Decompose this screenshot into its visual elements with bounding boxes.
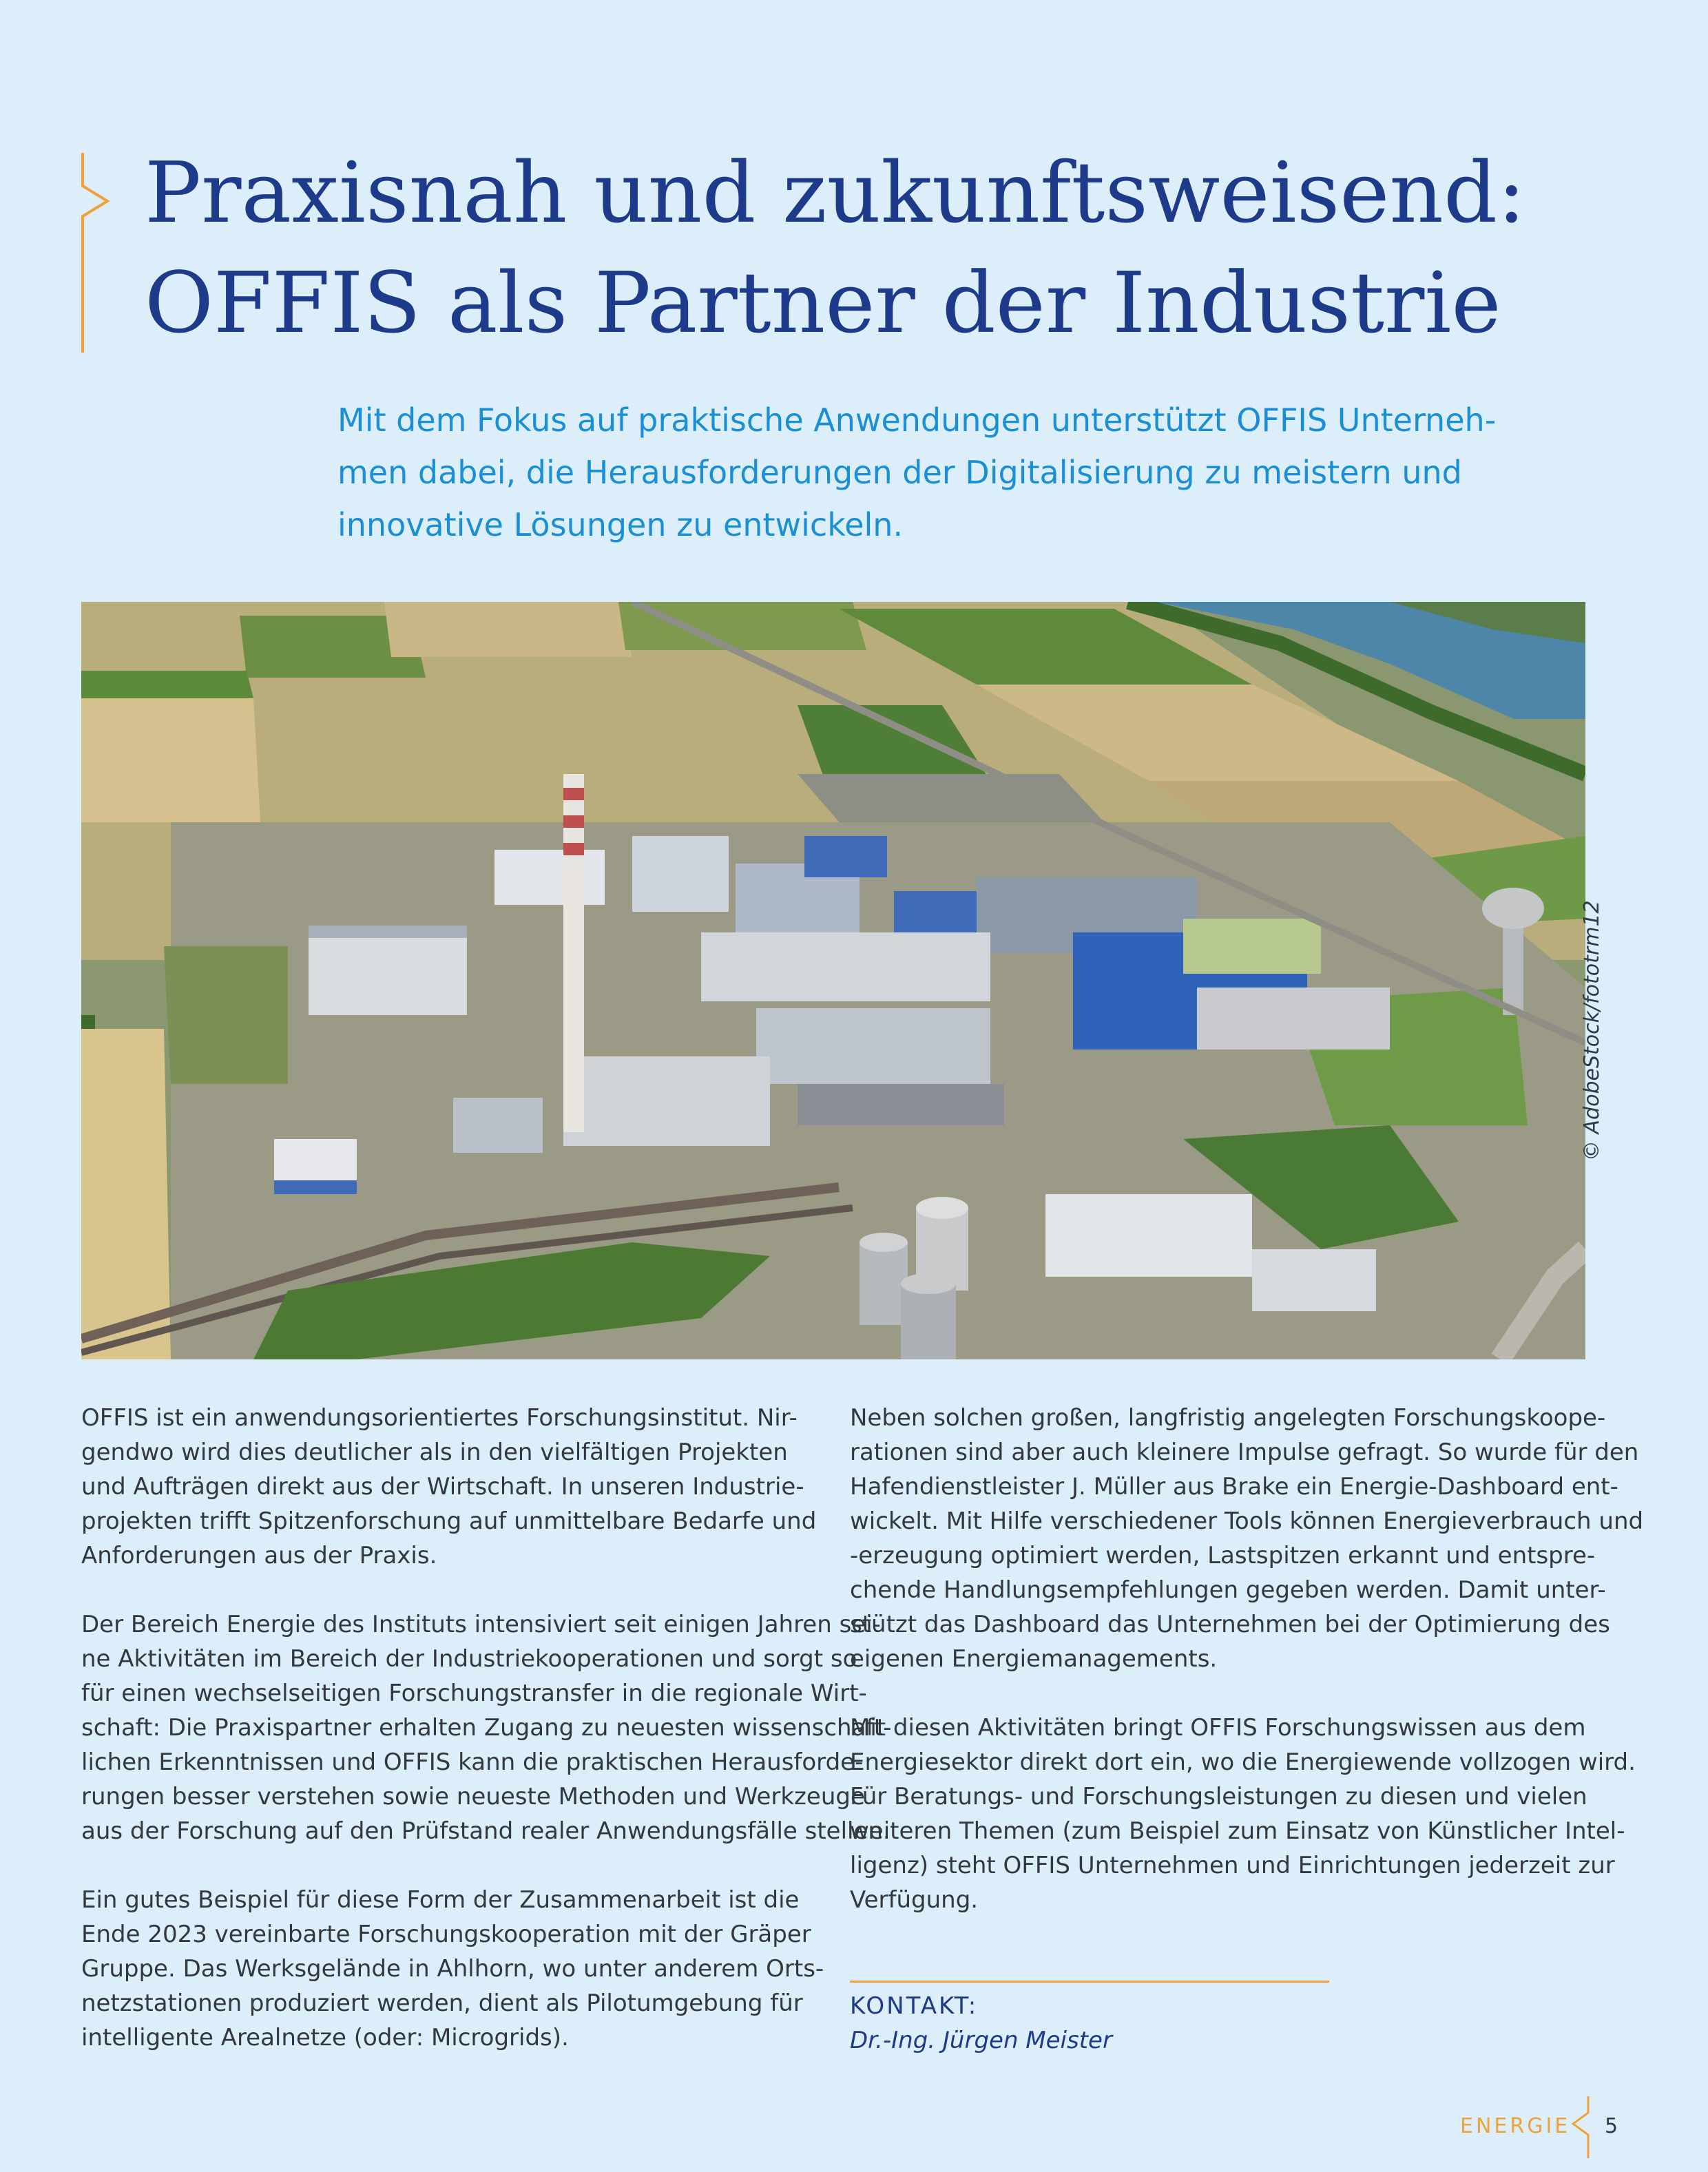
contact-label: KONTAKT: — [850, 1992, 979, 2020]
lead-paragraph — [337, 394, 1497, 551]
paragraph-left-2 — [81, 1607, 892, 1848]
text-line: ligenz) steht OFFIS Unternehmen und Einrichtungen jederzeit zur — [850, 1852, 1615, 1879]
text-line: Anforderungen aus der Praxis. — [81, 1542, 437, 1569]
lead-line-1: Mit dem Fokus auf praktische Anwendungen unterstützt OFFIS Unterneh- — [337, 401, 1497, 439]
title-bracket-icon — [77, 153, 118, 353]
paragraph-left-3 — [81, 1883, 824, 2055]
text-line: und Aufträgen direkt aus der Wirtschaft. In unseren Industrie- — [81, 1473, 804, 1501]
text-line: Verfügung. — [850, 1886, 979, 1914]
text-line: chende Handlungsempfehlungen gegeben werden. Damit unter- — [850, 1576, 1606, 1604]
paragraph-left-1 — [81, 1401, 817, 1573]
text-line: für einen wechselseitigen Forschungstransfer in die regionale Wirt- — [81, 1680, 867, 1707]
text-line: Gruppe. Das Werksgelände in Ahlhorn, wo unter anderem Orts- — [81, 1955, 824, 1983]
text-line: wickelt. Mit Hilfe verschiedener Tools können Energieverbrauch und — [850, 1507, 1644, 1535]
text-line: Ein gutes Beispiel für diese Form der Zusammenarbeit ist die — [81, 1886, 800, 1914]
contact-name: Dr.-Ing. Jürgen Meister — [850, 2027, 1112, 2054]
contact-divider — [850, 1981, 1329, 1983]
body-column-left — [81, 1401, 892, 2089]
paragraph-right-1 — [850, 1401, 1644, 1676]
text-line: Der Bereich Energie des Instituts intensiviert seit einigen Jahren sei- — [81, 1611, 881, 1638]
text-line: -erzeugung optimiert werden, Lastspitzen erkannt und entspre- — [850, 1542, 1596, 1569]
text-line: eigenen Energiemanagements. — [850, 1645, 1218, 1673]
text-line: Neben solchen großen, langfristig angelegten Forschungskoope- — [850, 1404, 1606, 1432]
footer-bracket-icon — [1568, 2096, 1595, 2158]
text-line: intelligente Arealnetze (oder: Microgrids). — [81, 2024, 569, 2051]
body-column-right — [850, 1401, 1644, 1952]
text-line: Energiesektor direkt dort ein, wo die Energiewende vollzogen wird. — [850, 1748, 1636, 1776]
page-title — [145, 138, 1591, 358]
text-line: lichen Erkenntnissen und OFFIS kann die praktischen Herausforde- — [81, 1748, 864, 1776]
title-line-2: OFFIS als Partner der Industrie — [145, 254, 1501, 352]
text-line: rungen besser verstehen sowie neueste Methoden und Werkzeuge — [81, 1783, 865, 1810]
text-line: weiteren Themen (zum Beispiel zum Einsatz von Künstlicher Intel- — [850, 1817, 1625, 1845]
text-line: netzstationen produziert werden, dient als Pilotumgebung für — [81, 1990, 803, 2017]
text-line: rationen sind aber auch kleinere Impulse gefragt. So wurde für den — [850, 1439, 1639, 1466]
photo-credit: © AdobeStock/fototrm12 — [1580, 900, 1604, 1161]
page-number: 5 — [1605, 2114, 1618, 2138]
lead-line-3: innovative Lösungen zu entwickeln. — [337, 506, 904, 543]
text-line: projekten trifft Spitzenforschung auf unmittelbare Bedarfe und — [81, 1507, 817, 1535]
text-line: aus der Forschung auf den Prüfstand realer Anwendungsfälle stellen. — [81, 1817, 891, 1845]
text-line: Ende 2023 vereinbarte Forschungskooperation mit der Gräper — [81, 1921, 811, 1948]
text-line: Für Beratungs- und Forschungsleistungen zu diesen und vielen — [850, 1783, 1587, 1810]
paragraph-right-2 — [850, 1711, 1636, 1917]
text-line: Hafendienstleister J. Müller aus Brake ein Energie-Dashboard ent- — [850, 1473, 1618, 1501]
text-line: ne Aktivitäten im Bereich der Industriekooperationen und sorgt so — [81, 1645, 857, 1673]
text-line: stützt das Dashboard das Unternehmen bei der Optimierung des — [850, 1611, 1610, 1638]
text-line: Mit diesen Aktivitäten bringt OFFIS Forschungswissen aus dem — [850, 1714, 1586, 1742]
text-line: schaft: Die Praxispartner erhalten Zugang zu neuesten wissenschaft- — [81, 1714, 892, 1742]
text-line: OFFIS ist ein anwendungsorientiertes Forschungsinstitut. Nir- — [81, 1404, 798, 1432]
text-line: gendwo wird dies deutlicher als in den vielfältigen Projekten — [81, 1439, 788, 1466]
footer-section-label: ENERGIE — [1460, 2114, 1571, 2138]
title-line-1: Praxisnah und zukunftsweisend: — [145, 144, 1526, 242]
aerial-photo-industrial-site — [81, 602, 1585, 1359]
lead-line-2: men dabei, die Herausforderungen der Digitalisierung zu meistern und — [337, 454, 1462, 491]
